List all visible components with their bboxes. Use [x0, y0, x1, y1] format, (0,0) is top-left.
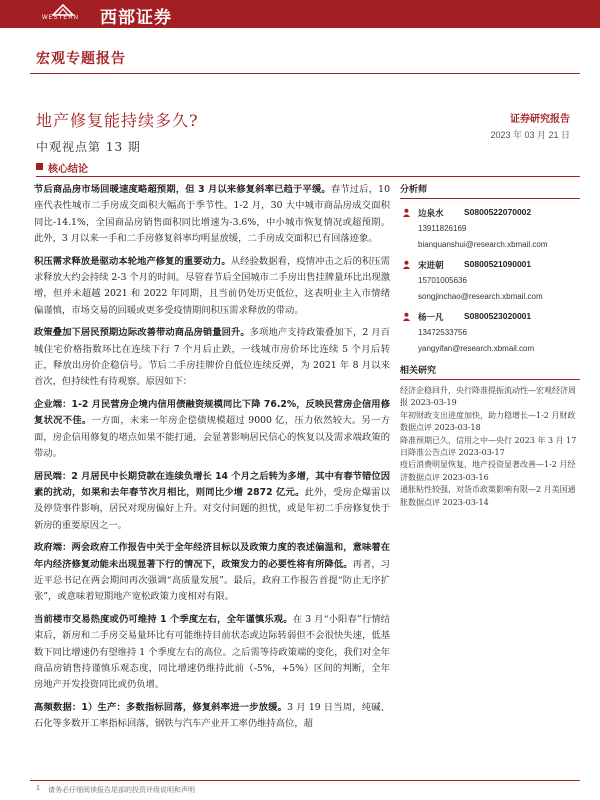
related-report-link[interactable]: 年初财政支出进度加快，助力稳增长—1-2 月财政数据点评 2023-03-18 [400, 410, 576, 433]
section-divider [36, 176, 580, 177]
title-divider [30, 73, 580, 74]
report-date: 2023 年 03 月 21 日 [490, 130, 570, 140]
paragraph: 居民端：2 月居民中长期贷款在连续负增长 14 个月之后转为多增，其中有春节错位因素的扰动，如果和去年春节次月相比，则同比少增 2872 亿元。此外，受房企爆雷以及停贷事件影响，居民对现房偏好上升。对交付问题的担忧，或是年初二手房修复快于新房的重要原因之一。 [34, 470, 390, 531]
analyst-name: 杨一凡 [418, 313, 444, 323]
page-number: 1 [36, 785, 40, 792]
paragraph: 当前楼市交易热度或仍可维持 1 个季度左右，全年谨慎乐观。在 3 月“小阳春”行情结束后，新房和二手房交易量环比有可能维持目前状态或边际转弱但不会很快失速，低基数下同比增速仍有望维持 1 个季度左右的高位。之后需等待政策端的变化，我们对全年商品房销售持谨慎乐观态度，同比增速仍维持此前（-5%，+5%）区间的判断，全年房地产开发投资同比或仍负增。 [34, 613, 390, 691]
analyst-card [400, 309, 580, 357]
section-title: 核心结论 [48, 164, 88, 175]
analyst-email[interactable]: songjinchao@research.xbmail.com [418, 292, 543, 301]
person-icon [402, 208, 411, 217]
analysts-title: 分析师 [400, 182, 580, 199]
person-icon [402, 312, 411, 321]
related-report-link[interactable]: 降准预期已久，信用之中—央行 2023 年 3 月 17 日降准公告点评 2023-03-17 [400, 435, 577, 458]
analyst-phone: 13911826169 [418, 224, 467, 233]
paragraph: 政策叠加下居民预期边际改善带动商品房销量回升。多项地产支持政策叠加下，2 月百城住宅价格指数环比在连续下行 7 个月后止跌，一线城市房价环比连续 5 个月后转正，释放出房价企稳信号。节后二手房挂牌价自低位连续反弹，为 2021 年 8 月以来首次，但持续性有待观察。原因如下： [34, 327, 390, 388]
analyst-name: 宋进朝 [418, 261, 444, 271]
analyst-email[interactable]: yangyifan@research.xbmail.com [418, 344, 535, 353]
section-heading [36, 160, 580, 176]
paragraph: 积压需求释放是驱动本轮地产修复的重要动力。从经验数据看，疫情冲击之后的积压需求释放大约会持续 2-3 个月的时间。尽管春节后全国城市二手房出售挂牌量环比出现激增，但并未超越 2021 和 2022 年同期，且当前仍处历史低位，这表明业主入市情绪偏谨慎，市场交易的回暖或更多受疫情期间积压需求释放的带动。 [34, 255, 390, 316]
related-report-link[interactable]: 经济企稳回升，央行降准提振流动性—宏观经济周报 2023-03-19 [400, 386, 576, 408]
section-bullet-icon [36, 163, 43, 170]
analyst-header [400, 257, 580, 273]
related-title: 相关研究 [400, 363, 580, 380]
body-text [34, 182, 390, 739]
footer-disclaimer: 请务必仔细阅读报告尾部的投资评级说明和声明 [48, 786, 195, 794]
analyst-cert: S0800521090001 [464, 259, 532, 269]
report-type: 宏观专题报告 [36, 51, 126, 67]
analyst-cert: S0800522070002 [464, 207, 532, 217]
paragraph: 高频数据：1）生产：多数指标回落，修复斜率进一步放缓。3 月 19 日当周，纯碱、石化等多数开工率指标回落，钢铁与汽车产业开工率仍维持高位，超 [34, 701, 390, 730]
paragraph: 政府端：两会政府工作报告中关于全年经济目标以及政策力度的表述偏温和，意味着在年内经济修复动能未出现显著下行的情况下，政策发力的必要性将有所降低。再者，习近平总书记在两会期间再次强调“高质量发展”。最后，政府工作报告首提“防止无序扩张”，或意味着短期地产宽松政策力度相对有限。 [34, 542, 390, 603]
analyst-card [400, 205, 580, 253]
page-subtitle: 中观视点第 13 期 [36, 140, 141, 154]
analyst-phone: 13472533756 [418, 328, 467, 337]
footer-divider [30, 780, 580, 781]
related-report-link[interactable]: 通胀粘性较强，对货币政策影响有限—2 月美国通胀数据点评 2023-03-14 [400, 485, 576, 507]
person-icon [402, 260, 411, 269]
paragraph: 节后商品房市场回暖速度略超预期，但 3 月以来修复斜率已趋于平缓。春节过后，10 座代表性城市二手房成交面积大幅高于季节性。1-2 月，30 大中城市商品房成交面积同比-14.1%，全国商品房销售面积同比增速为-3.6%，中小城市恢复情况或超预期。此外，3 月以来一手和二手房修复斜率均明显放缓，二手房成交面积已有回落迹象。 [34, 184, 390, 245]
analyst-header [400, 309, 580, 325]
paragraph: 企业端：1-2 月民营房企境内信用债融资规模同比下降 76.2%，反映民营房企信用修复状况不佳。一方面，未来一年房企偿债规模超过 9000 亿，压力依然较大。另一方面，房企信用修复的堵点如果不能打通，会显著影响居民信心的恢复以及需求端政策的带动。 [34, 398, 390, 460]
analyst-cert: S0800523020001 [464, 311, 532, 321]
related-report-link[interactable]: 疫后消费明显恢复，地产投资显著改善—1-2 月经济数据点评 2023-03-16 [400, 460, 576, 482]
analyst-email[interactable]: bianquanshui@research.xbmail.com [418, 240, 548, 249]
sidebar [400, 182, 580, 509]
analyst-name: 边泉水 [418, 209, 444, 219]
analyst-header [400, 205, 580, 221]
report-label: 证券研究报告 [510, 114, 570, 125]
page-title: 地产修复能持续多久? [36, 111, 199, 130]
report-header [0, 0, 600, 28]
analyst-card [400, 257, 580, 305]
logo-chinese: 西部证券 [100, 8, 172, 28]
logo-english: WESTERN [42, 15, 79, 21]
analyst-phone: 15701005636 [418, 276, 467, 285]
